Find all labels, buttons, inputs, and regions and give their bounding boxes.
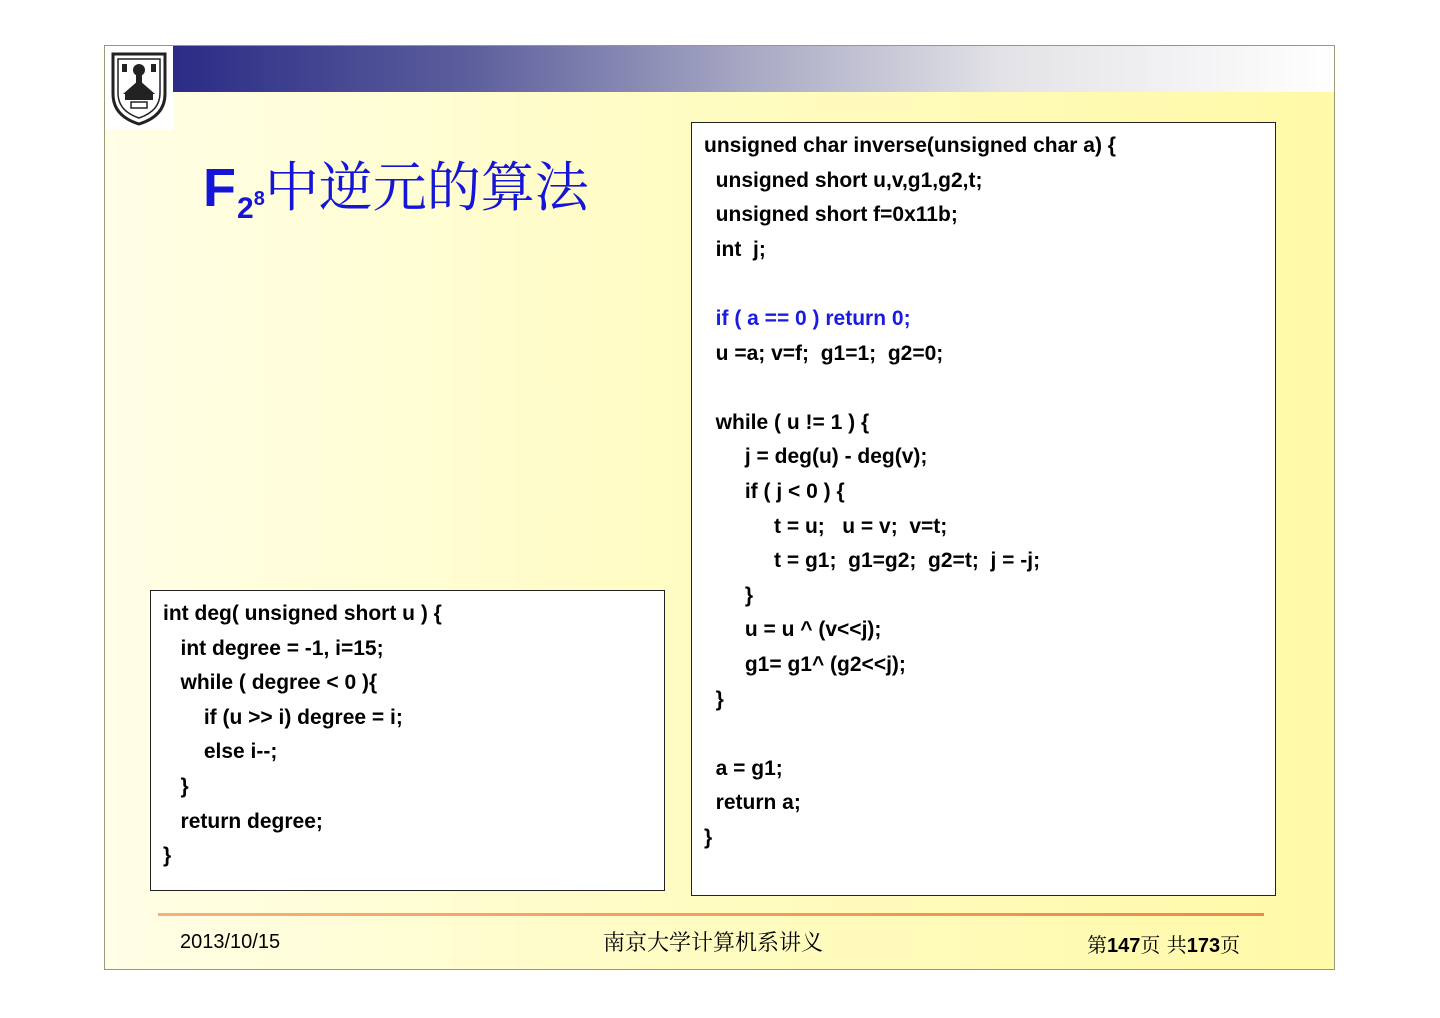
code-text: u = u ^ (v<<j); [744,618,882,642]
code-indent [704,203,716,226]
code-indent [163,740,204,763]
code-indent [704,791,716,814]
code-line [163,839,652,874]
footer-divider [158,913,1264,916]
code-indent [704,515,774,538]
code-text: } [704,825,713,849]
code-indent [704,480,745,503]
title-subscript: 2 [237,192,254,225]
page-total: 173 [1186,935,1221,957]
code-line [704,233,1263,268]
code-line [704,510,1263,545]
code-line [704,406,1263,441]
code-indent [704,653,745,676]
code-line [163,770,652,805]
code-text: unsigned char inverse(unsigned char a) { [704,134,1116,157]
code-text: g1= g1^ (g2<<j); [744,652,906,676]
code-line [704,164,1263,199]
code-text: int deg( unsigned short u ) { [163,602,442,625]
code-text: u =a; v=f; g1=1; g2=0; [715,341,944,365]
code-indent [704,549,774,572]
footer-date: 2013/10/15 [180,931,281,953]
code-line [704,544,1263,579]
code-text: t = g1; g1=g2; g2=t; j = -j; [774,549,1041,573]
code-text: return a; [715,791,801,815]
slide-title [203,158,589,230]
code-line [704,683,1263,718]
code-line [163,805,652,840]
code-line [704,198,1263,233]
code-line [704,371,1263,406]
code-line [163,597,652,632]
code-line [704,821,1263,856]
code-line [704,752,1263,787]
code-indent [704,307,716,330]
code-line [704,613,1263,648]
code-line [163,632,652,667]
code-indent [704,342,716,365]
deg-function-code-box [150,590,665,891]
code-text: } [180,774,189,798]
code-line [704,440,1263,475]
code-indent [704,411,716,434]
code-text: j = deg(u) - deg(v); [744,445,928,469]
code-indent [163,775,181,798]
code-indent [704,445,745,468]
code-indent [704,688,716,711]
code-indent [704,618,745,641]
footer-page-number [1087,929,1240,958]
code-text: while ( degree < 0 ){ [180,671,378,695]
logo-area [105,46,173,130]
code-line [704,475,1263,510]
page-current: 147 [1107,935,1141,957]
code-line [704,579,1263,614]
title-superscript: 8 [253,188,265,210]
code-text: t = u; u = v; v=t; [774,514,948,538]
code-text: unsigned short f=0x11b; [715,203,958,227]
code-text: int j; [715,237,766,261]
code-line [163,666,652,701]
code-text: if ( j < 0 ) { [744,479,845,503]
header-gradient-band [173,46,1335,92]
code-line [704,129,1263,164]
code-indent [163,637,181,660]
code-indent [704,169,716,192]
page-prefix: 第 [1087,933,1107,957]
footer-course-title: 南京大学计算机系讲义 [603,931,824,956]
code-indent [163,706,204,729]
code-line [163,701,652,736]
code-line [704,648,1263,683]
inverse-function-code-box [691,122,1276,896]
code-text: } [744,583,754,607]
code-line [704,302,1263,337]
code-indent [704,757,716,780]
code-text: return degree; [180,809,323,833]
code-line [704,786,1263,821]
title-letter: F [203,158,236,218]
code-line [704,717,1263,752]
code-line [163,735,652,770]
code-line [704,337,1263,372]
code-line [704,267,1263,302]
nanjing-university-seal-icon [109,50,169,126]
code-text: if ( a == 0 ) return 0; [715,306,911,330]
code-text: else i--; [203,740,278,764]
code-text: while ( u != 1 ) { [715,410,870,434]
code-indent [704,584,745,607]
code-text: } [163,844,172,868]
code-text: unsigned short u,v,g1,g2,t; [715,168,983,192]
code-indent [163,671,181,694]
code-text: } [715,687,724,711]
code-text: int degree = -1, i=15; [180,636,384,660]
title-text: 中逆元的算法 [264,156,589,219]
code-indent [163,810,181,833]
code-text: if (u >> i) degree = i; [203,705,403,729]
page-suffix: 页 [1220,933,1241,957]
code-text: a = g1; [715,756,783,780]
code-indent [704,238,716,261]
page-mid: 页 共 [1140,933,1187,957]
slide [104,45,1335,970]
